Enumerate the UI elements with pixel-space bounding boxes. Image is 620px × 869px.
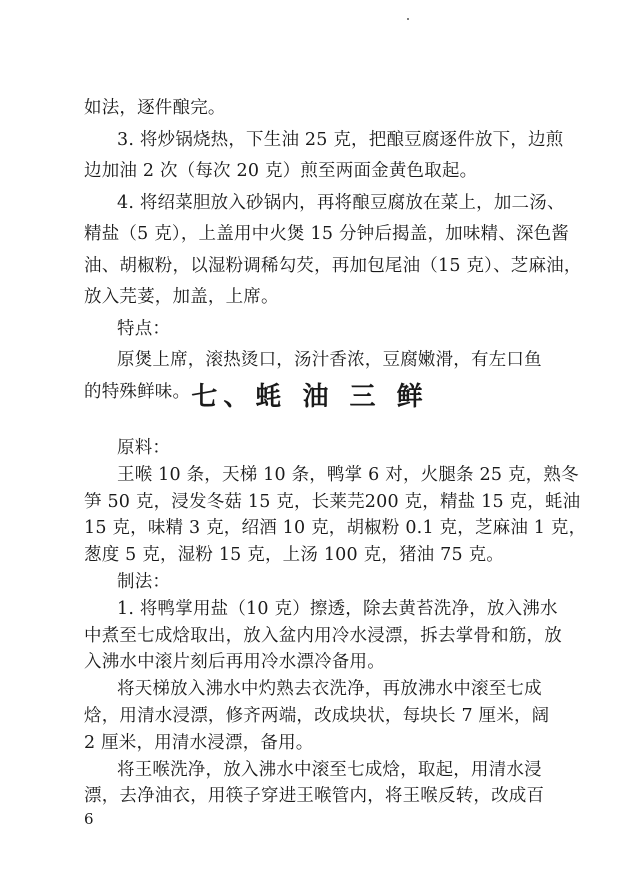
- text-line: 葱度 5 克，湿粉 15 克，上汤 100 克，猪油 75 克。: [84, 545, 504, 566]
- text-line: 的特殊鲜味。: [84, 381, 191, 402]
- text-line: 原煲上席，滚热烫口，汤汁香浓，豆腐嫩滑，有左口鱼: [117, 350, 542, 370]
- text-line: 特点：: [117, 318, 171, 339]
- text-line: 4. 将绍菜胆放入砂锅内，再将酿豆腐放在菜上，加二汤、: [117, 192, 565, 213]
- text-line: 王喉 10 条，天梯 10 条，鸭掌 6 对，火腿条 25 克，熟冬: [117, 464, 579, 485]
- page-number: 6: [84, 810, 94, 828]
- text-line: 如法，逐件酿完。: [84, 98, 226, 118]
- text-line: 漂，去净油衣，用筷子穿进王喉管内，将王喉反转，改成百: [84, 786, 545, 807]
- text-line: 制法：: [117, 572, 171, 592]
- text-line: 将天梯放入沸水中灼熟去衣洗净，再放沸水中滚至七成: [117, 679, 542, 700]
- text-line: 笋 50 克，浸发冬菇 15 克，长莱芫200 克，精盐 15 克，蚝油: [84, 491, 581, 512]
- text-line: 1. 将鸭掌用盐（10 克）擦透，除去黄苔洗净，放入沸水: [117, 598, 558, 619]
- text-line: 油、胡椒粉，以湿粉调稀勾芡，再加包尾油（15 克）、芝麻油，: [84, 255, 582, 276]
- text-line: 15 克，味精 3 克，绍酒 10 克，胡椒粉 0.1 克，芝麻油 1 克，: [84, 518, 587, 539]
- text-line: 精盐（5 克），上盖用中火煲 15 分钟后揭盖，加味精、深色酱: [84, 224, 570, 244]
- text-line: 2 厘米，用清水浸漂，备用。: [84, 732, 314, 753]
- text-line: 3. 将炒锅烧热，下生油 25 克，把酿豆腐逐件放下，边煎: [117, 129, 564, 150]
- text-line: 放入芫荽，加盖，上席。: [84, 287, 279, 307]
- text-line: 边加油 2 次（每次 20 克）煎至两面金黄色取起。: [84, 161, 478, 181]
- text-line: 入沸水中滚片刻后再用冷水漂冷备用。: [84, 652, 385, 673]
- text-line: 原料：: [117, 438, 171, 458]
- scan-speck: [407, 18, 409, 20]
- text-line: 中煮至七成焓取出，放入盆内用冷水浸漂，拆去掌骨和筋，放: [84, 625, 562, 646]
- text-line: 将王喉洗净，放入沸水中滚至七成焓，取起，用清水浸: [117, 759, 542, 780]
- text-line: 焓，用清水浸漂，修齐两端，改成块状，每块长 7 厘米，阔: [84, 706, 550, 726]
- section-title: 七、蚝 油 三 鲜: [191, 382, 429, 412]
